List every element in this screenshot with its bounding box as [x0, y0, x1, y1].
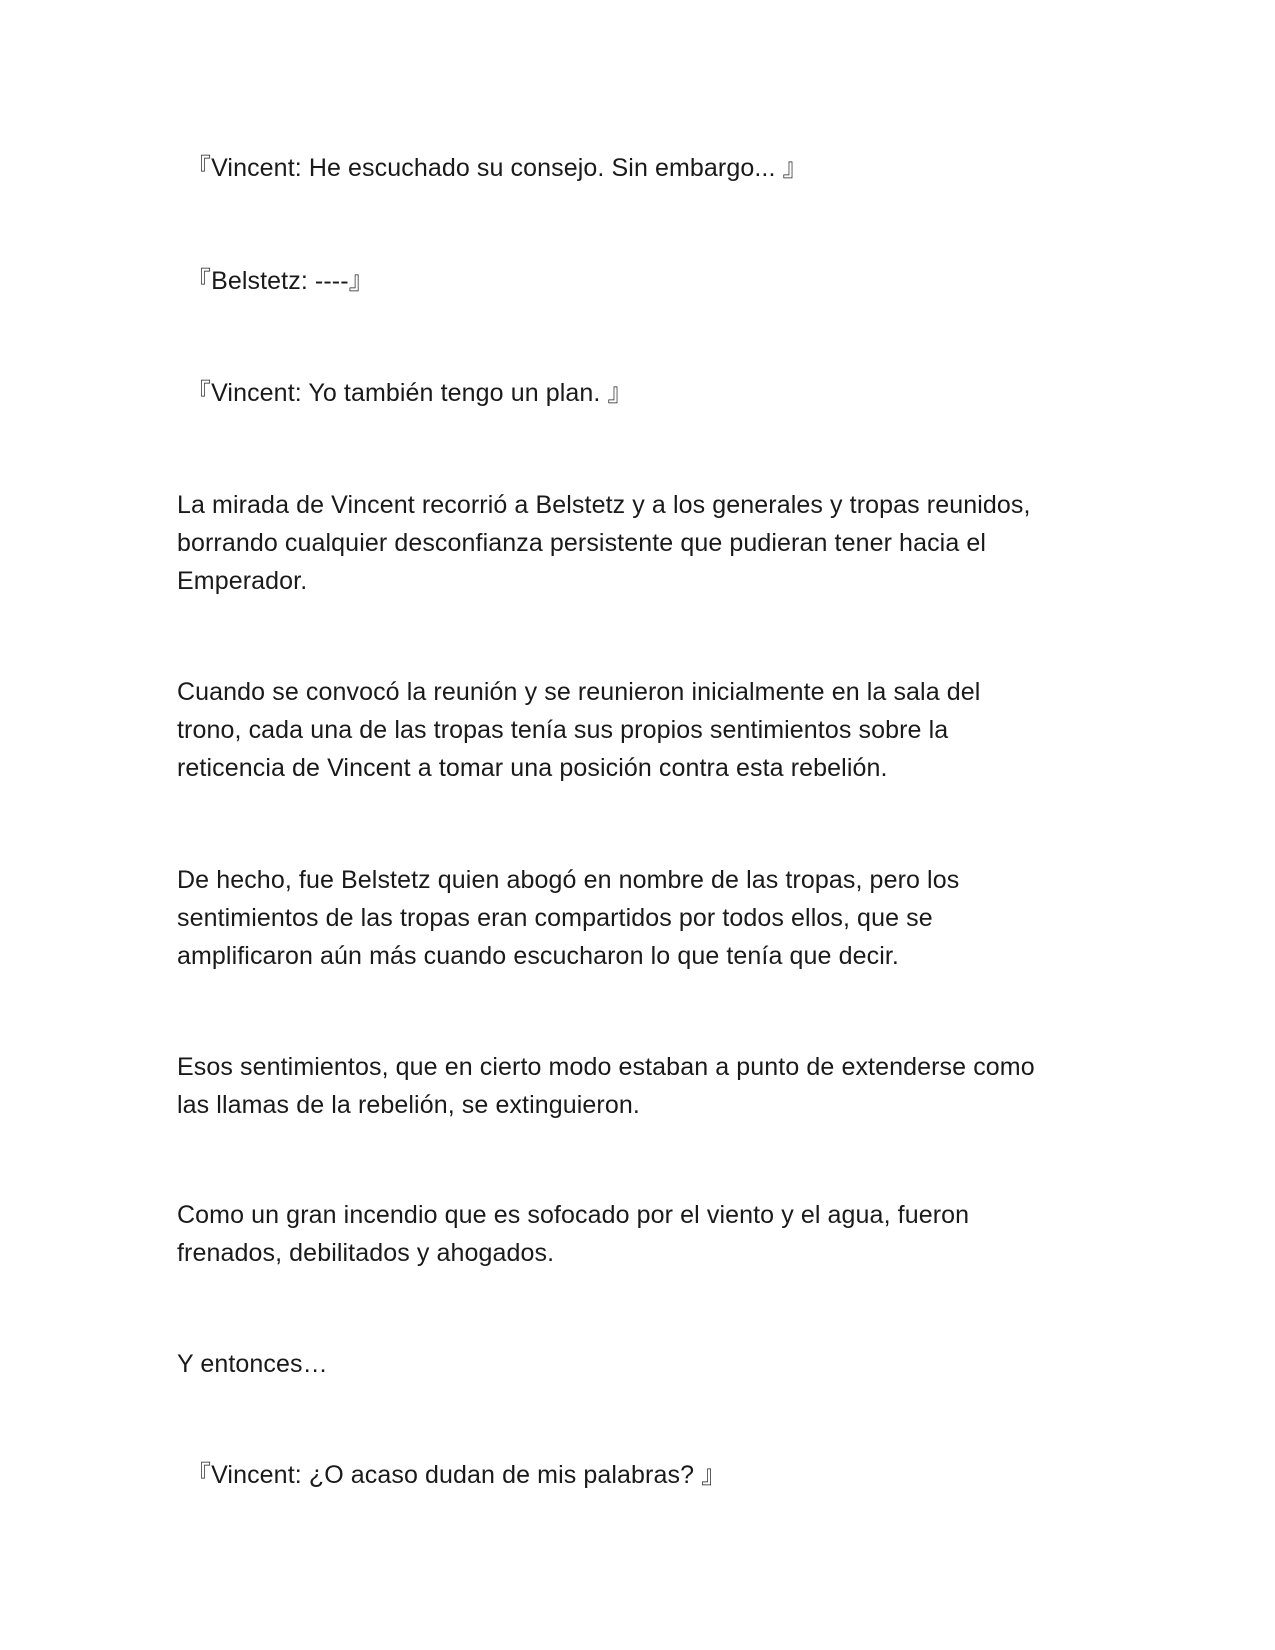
- paragraph-6-line-1: Y entonces…: [177, 1350, 328, 1378]
- paragraph-1-line-1: La mirada de Vincent recorrió a Belstetz y a los generales y tropas reunidos,: [177, 491, 1031, 519]
- paragraph-2-line-2: trono, cada una de las tropas tenía sus propios sentimientos sobre la: [177, 716, 949, 744]
- dialogue-line-belstetz: 『Belstetz: ----』: [186, 267, 374, 295]
- paragraph-4-line-1: Esos sentimientos, que en cierto modo estaban a punto de extenderse como: [177, 1053, 1035, 1081]
- paragraph-4-line-2: las llamas de la rebelión, se extinguieron.: [177, 1091, 640, 1119]
- paragraph-1-line-2: borrando cualquier desconfianza persistente que pudieran tener hacia el: [177, 529, 987, 557]
- paragraph-5-line-1: Como un gran incendio que es sofocado por el viento y el agua, fueron: [177, 1201, 970, 1229]
- dialogue-line-vincent-palabras: 『Vincent: ¿O acaso dudan de mis palabras? 』: [186, 1461, 727, 1489]
- paragraph-5-line-2: frenados, debilitados y ahogados.: [177, 1239, 555, 1267]
- paragraph-3-line-1: De hecho, fue Belstetz quien abogó en nombre de las tropas, pero los: [177, 866, 960, 894]
- paragraph-2-line-3: reticencia de Vincent a tomar una posición contra esta rebelión.: [177, 754, 888, 782]
- paragraph-3-line-2: sentimientos de las tropas eran compartidos por todos ellos, que se: [177, 904, 933, 932]
- dialogue-line-vincent-consejo: 『Vincent: He escuchado su consejo. Sin embargo... 』: [186, 154, 808, 182]
- dialogue-line-vincent-plan: 『Vincent: Yo también tengo un plan. 』: [186, 379, 633, 407]
- paragraph-2-line-1: Cuando se convocó la reunión y se reunieron inicialmente en la sala del: [177, 678, 981, 706]
- paragraph-3-line-3: amplificaron aún más cuando escucharon lo que tenía que decir.: [177, 942, 899, 970]
- paragraph-1-line-3: Emperador.: [177, 567, 308, 595]
